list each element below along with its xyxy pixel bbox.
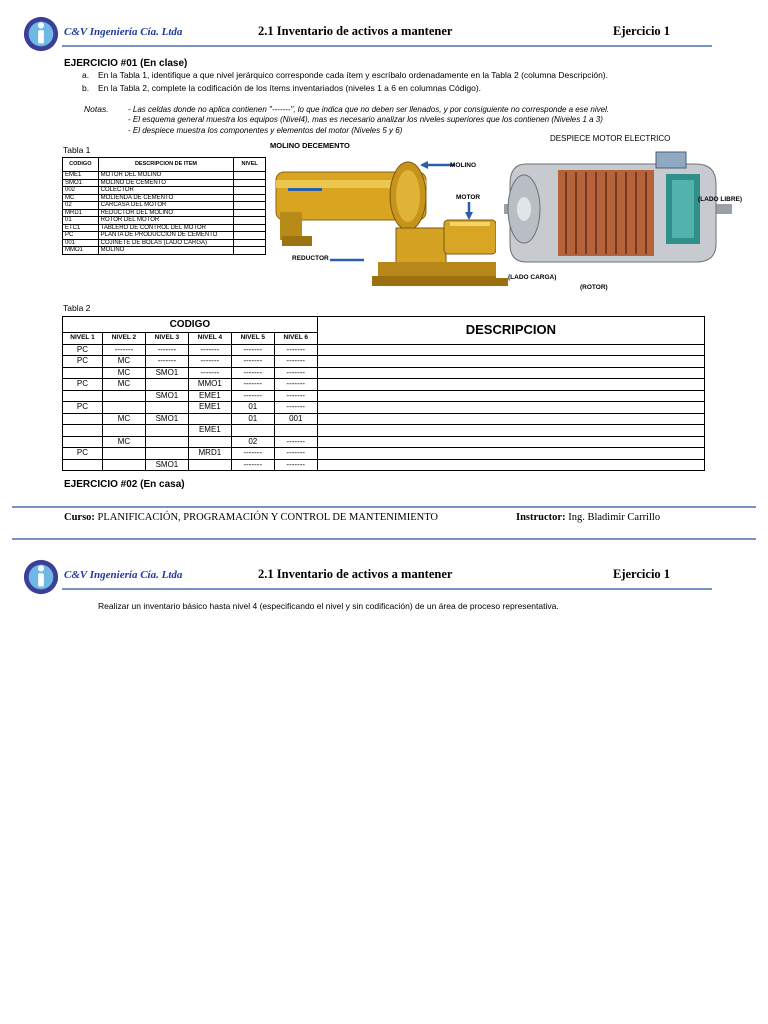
tabla-2-code-cell: ------- [231,344,274,356]
tabla-2-description-cell[interactable] [317,344,704,356]
tabla-1-nivel-cell [234,194,266,202]
tabla-1-nivel-cell [234,232,266,240]
tabla-2-level-header: NIVEL 4 [188,333,231,345]
tabla-1-descripcion-cell: MOTOR DEL MOLINO [98,172,234,180]
tabla-1-nivel-cell [234,172,266,180]
tabla-2-description-cell[interactable] [317,425,704,437]
tabla-2-code-cell [63,413,103,425]
tabla-1-descripcion-cell: MOLINO DE CEMENTO [98,179,234,187]
tabla-2-level-header: NIVEL 3 [145,333,188,345]
tabla-2-code-cell: ------- [145,344,188,356]
company-name: C&V Ingeniería Cía. Ltda [64,569,183,581]
tabla-2-code-cell: MC [102,413,145,425]
item-a-letter: a. [82,70,90,80]
tabla-2-description-cell[interactable] [317,459,704,471]
document-title: 2.1 Inventario de activos a mantener [258,24,453,38]
tabla-1-row [63,247,266,255]
tabla-2-code-cell: SMO1 [145,413,188,425]
tabla-2-code-cell: EME1 [188,425,231,437]
tabla-1-nivel-cell [234,187,266,195]
tabla-2-code-cell: PC [63,356,103,368]
tabla-2-level-header: NIVEL 6 [274,333,317,345]
tabla-2-code-cell: PC [63,344,103,356]
molino-label: MOLINO [450,162,476,169]
tabla-2-code-cell [145,448,188,460]
tabla-2-row [63,367,705,379]
tabla-1-caption: Tabla 1 [63,145,91,155]
tabla-1-codigo-cell: SMO1 [63,179,99,187]
tabla-2-code-cell [274,425,317,437]
tabla-2-code-cell [63,436,103,448]
cement-mill-image [268,150,508,294]
tabla-1-row [63,179,266,187]
tabla-1 [62,157,266,255]
tabla-2-caption: Tabla 2 [63,303,91,313]
tabla-1-row [63,194,266,202]
tabla-2-code-cell [63,367,103,379]
tabla-1-nivel-cell [234,179,266,187]
tabla-1-descripcion-cell: MOLINO [98,247,234,255]
exercise-label: Ejercicio 1 [613,567,671,581]
tabla-2-code-cell [102,425,145,437]
tabla-2-code-cell: ------- [231,356,274,368]
tabla-2-code-cell: ------- [231,459,274,471]
tabla-1-codigo-cell: 001 [63,239,99,247]
tabla-2-description-cell[interactable] [317,390,704,402]
tabla-1-codigo-cell: MC [63,194,99,202]
tabla-2-code-cell: EME1 [188,390,231,402]
tabla-2-descripcion-header: DESCRIPCION [317,317,704,345]
tabla-2-code-cell [188,413,231,425]
tabla-2-code-cell: ------- [231,448,274,460]
tabla-1-nivel-cell [234,239,266,247]
company-name: C&V Ingeniería Cía. Ltda [64,26,183,38]
tabla-2-code-cell [145,425,188,437]
tabla-2-code-cell: ------- [274,459,317,471]
footer-rule [12,506,756,508]
tabla-2-description-cell[interactable] [317,402,704,414]
tabla-2-code-cell: PC [63,448,103,460]
note-2: - El esquema general muestra los equipos (Nivel4), mas es necesario analizar los niveles superiores que los contienen (Niveles 1 a 3) [128,115,603,124]
tabla-2-code-cell: ------- [274,367,317,379]
lado-libre-label: (LADO LIBRE) [698,196,743,203]
tabla-2-code-cell: ------- [188,344,231,356]
tabla-2-code-cell [63,425,103,437]
tabla-2-description-cell[interactable] [317,356,704,368]
tabla-2-code-cell [188,459,231,471]
tabla-1-header-descripcion: DESCRIPCION DE ITEM [98,158,234,172]
exercise-2-body: Realizar un inventario básico hasta nivel 4 (especificando el nivel y sin codificación) de un área de proceso representativa. [98,601,559,611]
tabla-2-row [63,356,705,368]
page-2-header [0,556,768,600]
course-label: Curso: [64,512,95,523]
tabla-2-code-cell: ------- [102,344,145,356]
reductor-label: REDUCTOR [292,255,329,262]
header-rule [62,588,712,590]
tabla-2-code-cell: MC [102,367,145,379]
tabla-2-row [63,459,705,471]
tabla-2-code-cell: ------- [274,402,317,414]
item-a-text: En la Tabla 1, identifique a que nivel jerárquico corresponde cada ítem y escríbalo ordenadamente en la Tabla 2 (columna Descripción). [98,70,608,80]
tabla-2-code-cell: ------- [274,448,317,460]
tabla-1-codigo-cell: MMO1 [63,247,99,255]
tabla-2-code-cell: MMO1 [188,379,231,391]
tabla-1-row [63,232,266,240]
tabla-1-header-row [63,158,266,172]
motor-label: MOTOR [456,194,481,201]
tabla-2-code-cell [145,379,188,391]
item-b-letter: b. [82,83,90,93]
exercise-label: Ejercicio 1 [613,24,671,38]
rotor-label: (ROTOR) [580,284,608,291]
tabla-1-codigo-cell: MRD1 [63,209,99,217]
tabla-1-descripcion-cell: ROTOR DEL MOTOR [98,217,234,225]
tabla-2-row [63,448,705,460]
tabla-2-code-cell: ------- [274,390,317,402]
tabla-2-code-cell: PC [63,402,103,414]
tabla-1-nivel-cell [234,202,266,210]
tabla-2-code-cell: ------- [274,436,317,448]
tabla-1-row [63,187,266,195]
tabla-1-header-codigo: CODIGO [63,158,99,172]
company-logo-icon [22,15,60,53]
tabla-1-descripcion-cell: CARCASA DEL MOTOR [98,202,234,210]
company-logo-icon [22,558,60,596]
tabla-2-code-cell [102,390,145,402]
tabla-2-code-cell: MRD1 [188,448,231,460]
tabla-2-code-cell: 01 [231,402,274,414]
tabla-2-code-cell [102,402,145,414]
tabla-1-descripcion-cell: MOLIENDA DE CEMENTO [98,194,234,202]
tabla-2-code-cell: ------- [274,379,317,391]
course-footer [64,512,438,523]
reductor-arrow-icon [330,256,364,264]
tabla-2-code-cell: 01 [231,413,274,425]
tabla-2-description-cell[interactable] [317,436,704,448]
tabla-2-row [63,436,705,448]
tabla-1-codigo-cell: PC [63,232,99,240]
tabla-2-code-cell: ------- [231,379,274,391]
tabla-2-code-cell [188,436,231,448]
tabla-2-code-cell [63,459,103,471]
tabla-2-level-header: NIVEL 2 [102,333,145,345]
tabla-2-level-header: NIVEL 5 [231,333,274,345]
tabla-1-nivel-cell [234,209,266,217]
tabla-1-codigo-cell: 02 [63,202,99,210]
tabla-2-code-cell: MC [102,436,145,448]
tabla-1-descripcion-cell: PLANTA DE PRODUCCION DE CEMENTO [98,232,234,240]
tabla-1-codigo-cell: EME1 [63,172,99,180]
tabla-2-code-cell: SMO1 [145,459,188,471]
tabla-1-codigo-cell: ETC1 [63,224,99,232]
tabla-2-code-cell: ------- [274,356,317,368]
note-1: - Las celdas donde no aplica contienen "-------", lo que indica que no deben ser llenados, y por consiguiente no corresponde a ese nivel. [128,105,610,114]
tabla-1-header-nivel: NIVEL [234,158,266,172]
tabla-2-code-cell [145,402,188,414]
tabla-2-row [63,344,705,356]
molino-title: MOLINO DECEMENTO [270,141,350,150]
instructor-footer [516,512,660,523]
tabla-2-codigo-header: CODIGO [63,317,318,333]
course-name: PLANIFICACIÓN, PROGRAMACIÓN Y CONTROL DE MANTENIMIENTO [97,512,439,523]
tabla-1-row [63,172,266,180]
tabla-1-nivel-cell [234,224,266,232]
tabla-2-code-cell: SMO1 [145,390,188,402]
tabla-2-top-header-row [63,317,705,333]
page-header [0,13,768,57]
tabla-2-row [63,402,705,414]
tabla-2-row [63,379,705,391]
tabla-2-code-cell: ------- [274,344,317,356]
tabla-2-row [63,425,705,437]
tabla-1-row [63,217,266,225]
tabla-2-code-cell: 001 [274,413,317,425]
lado-carga-label: (LADO CARGA) [508,274,557,281]
instructor-name: Ing. Bladimir Carrillo [568,512,661,523]
tabla-2-row [63,413,705,425]
document-title: 2.1 Inventario de activos a mantener [258,567,453,581]
tabla-1-descripcion-cell: COJINETE DE BOLAS (LADO CARGA) [98,239,234,247]
tabla-2-code-cell: EME1 [188,402,231,414]
tabla-1-row [63,224,266,232]
notes-label: Notas. [84,104,109,114]
tabla-2-row [63,390,705,402]
tabla-2-code-cell: ------- [145,356,188,368]
header-rule [62,45,712,47]
instructor-label: Instructor: [516,512,566,523]
tabla-2-description-cell[interactable] [317,413,704,425]
tabla-1-descripcion-cell: TABLERO DE CONTROL DEL MOTOR [98,224,234,232]
tabla-1-row [63,239,266,247]
exercise-1-title: EJERCICIO #01 (En clase) [64,58,188,69]
tabla-1-row [63,209,266,217]
tabla-2-description-cell[interactable] [317,367,704,379]
tabla-1-descripcion-cell: COLECTOR [98,187,234,195]
tabla-1-nivel-cell [234,217,266,225]
note-3: - El despiece muestra los componentes y elementos del motor (Niveles 5 y 6) [128,126,403,135]
tabla-2-level-header: NIVEL 1 [63,333,103,345]
motor-arrow-icon [464,202,474,220]
tabla-2-code-cell [102,459,145,471]
tabla-2-code-cell: ------- [188,367,231,379]
tabla-1-descripcion-cell: REDUCTOR DEL MOLINO [98,209,234,217]
tabla-2-code-cell [145,436,188,448]
tabla-2-code-cell: MC [102,379,145,391]
tabla-2-code-cell: 02 [231,436,274,448]
tabla-1-row [63,202,266,210]
tabla-2 [62,316,705,471]
tabla-2-code-cell: ------- [188,356,231,368]
tabla-2-code-cell [231,425,274,437]
tabla-2-code-cell: ------- [231,390,274,402]
tabla-2-description-cell[interactable] [317,448,704,460]
tabla-2-code-cell [102,448,145,460]
tabla-2-code-cell: SMO1 [145,367,188,379]
tabla-2-code-cell: PC [63,379,103,391]
tabla-1-codigo-cell: 002 [63,187,99,195]
exercise-2-title: EJERCICIO #02 (En casa) [64,479,185,490]
tabla-2-code-cell [63,390,103,402]
item-b-text: En la Tabla 2, complete la codificación de los ítems inventariados (niveles 1 a 6 en columnas Código). [98,83,482,93]
tabla-2-code-cell: ------- [231,367,274,379]
despiece-title: DESPIECE MOTOR ELECTRICO [550,134,671,143]
motor-exploded-view-image [496,144,743,278]
tabla-2-code-cell: MC [102,356,145,368]
tabla-1-codigo-cell: 01 [63,217,99,225]
page-break-rule [12,538,756,540]
tabla-1-nivel-cell [234,247,266,255]
tabla-2-description-cell[interactable] [317,379,704,391]
